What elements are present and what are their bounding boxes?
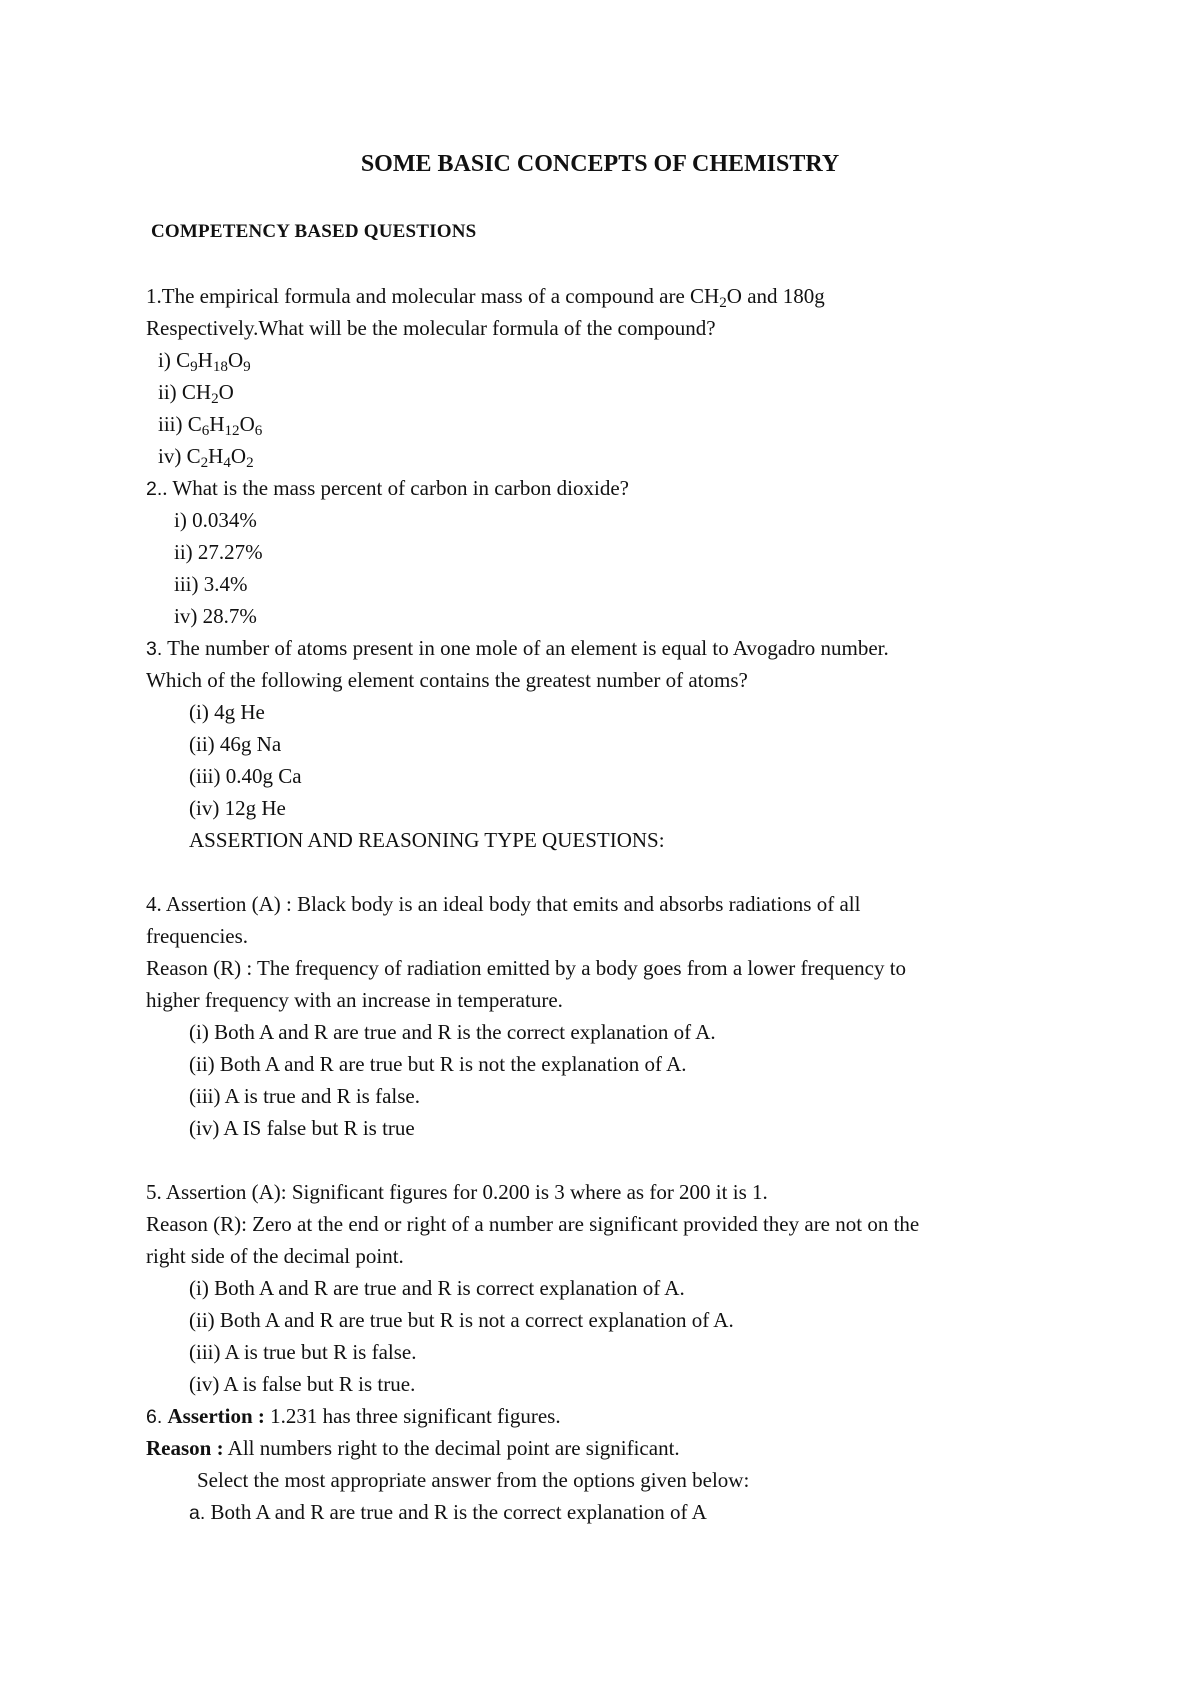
question-4-line-1: 4. Assertion (A) : Black body is an ideal body that emits and absorbs radiations of all xyxy=(146,892,861,916)
question-2-option-4: iv) 28.7% xyxy=(174,604,257,628)
question-6-instruction: Select the most appropriate answer from the options given below: xyxy=(197,1468,750,1492)
question-5-option-2: (ii) Both A and R are true but R is not a correct explanation of A. xyxy=(189,1308,734,1332)
assertion-heading: ASSERTION AND REASONING TYPE QUESTIONS: xyxy=(189,828,665,852)
page-title: SOME BASIC CONCEPTS OF CHEMISTRY xyxy=(360,151,840,177)
question-3-option-3: (iii) 0.40g Ca xyxy=(189,764,302,788)
question-5-line-3: right side of the decimal point. xyxy=(146,1244,404,1268)
question-5-line-2: Reason (R): Zero at the end or right of a number are significant provided they are not on the xyxy=(146,1212,920,1236)
question-5-option-3: (iii) A is true but R is false. xyxy=(189,1340,417,1364)
question-6-reason: Reason : All numbers right to the decimal point are significant. xyxy=(146,1436,680,1460)
question-2-option-2: ii) 27.27% xyxy=(174,540,263,564)
question-6-assertion: 6. Assertion : 1.231 has three significant figures. xyxy=(146,1404,561,1428)
question-6-option-a: a. Both A and R are true and R is the correct explanation of A xyxy=(189,1500,707,1524)
question-2-option-3: iii) 3.4% xyxy=(174,572,248,596)
question-4-line-3: Reason (R) : The frequency of radiation emitted by a body goes from a lower frequency to xyxy=(146,956,907,980)
question-4-line-4: higher frequency with an increase in temperature. xyxy=(146,988,563,1012)
question-5-option-1: (i) Both A and R are true and R is correct explanation of A. xyxy=(189,1276,685,1300)
question-1-line-2: Respectively.What will be the molecular formula of the compound? xyxy=(146,316,716,340)
question-2-text: 2.. What is the mass percent of carbon in carbon dioxide? xyxy=(146,476,629,500)
question-1-option-3: iii) $C_6H_{12}O_6$ xyxy=(158,412,263,440)
question-1-option-1: i) $C_9H_{18}O_9$ xyxy=(158,348,251,376)
question-4-option-2: (ii) Both A and R are true but R is not the explanation of A. xyxy=(189,1052,687,1076)
question-1-line-1: 1.The empirical formula and molecular mass of a compound are $CH_2O$ and 180g xyxy=(146,284,825,312)
question-5-line-1: 5. Assertion (A): Significant figures for 0.200 is 3 where as for 200 it is 1. xyxy=(146,1180,768,1204)
section-heading: COMPETENCY BASED QUESTIONS xyxy=(151,221,477,242)
question-4-line-2: frequencies. xyxy=(146,924,249,948)
question-3-line-2: Which of the following element contains the greatest number of atoms? xyxy=(146,668,748,692)
question-4-option-4: (iv) A IS false but R is true xyxy=(189,1116,415,1140)
question-5-option-4: (iv) A is false but R is true. xyxy=(189,1372,416,1396)
question-4-option-3: (iii) A is true and R is false. xyxy=(189,1084,420,1108)
question-2-option-1: i) 0.034% xyxy=(174,508,257,532)
question-3-line-1: 3. The number of atoms present in one mole of an element is equal to Avogadro number. xyxy=(146,636,889,660)
question-1-option-4: iv) $C_2H_4O_2$ xyxy=(158,444,254,472)
question-3-option-2: (ii) 46g Na xyxy=(189,732,282,756)
question-1-option-2: ii) $CH_2O$ xyxy=(158,380,234,408)
question-3-option-1: (i) 4g He xyxy=(189,700,265,724)
question-4-option-1: (i) Both A and R are true and R is the correct explanation of A. xyxy=(189,1020,716,1044)
question-3-option-4: (iv) 12g He xyxy=(189,796,286,820)
